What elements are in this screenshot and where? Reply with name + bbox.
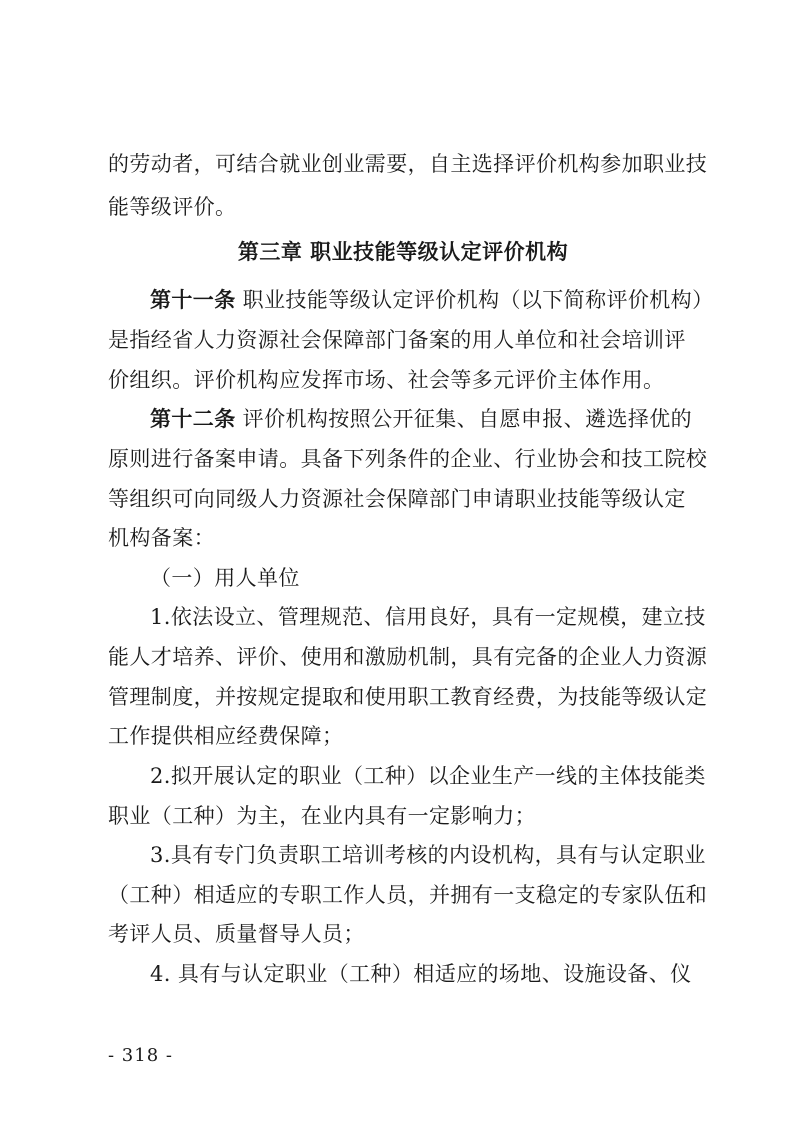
paragraph-line: 等组织可向同级人力资源社会保障部门申请职业技能等级认定 bbox=[108, 487, 686, 511]
paragraph-line: 是指经省人力资源社会保障部门备案的用人单位和社会培训评 bbox=[108, 328, 686, 352]
paragraph-line: 原则进行备案申请。具备下列条件的企业、行业协会和技工院校 bbox=[108, 447, 708, 471]
paragraph-line: 考评人员、质量督导人员； bbox=[108, 922, 365, 946]
paragraph-line: 的劳动者，可结合就业创业需要，自主选择评价机构参加职业技 bbox=[108, 152, 708, 176]
page-number: - 318 - bbox=[108, 1045, 173, 1066]
paragraph-line: 能等级评价。 bbox=[108, 195, 237, 219]
paragraph-line: 管理制度，并按规定提取和使用职工教育经费，为技能等级认定 bbox=[108, 685, 708, 709]
article-11-text: 职业技能等级认定评价机构（以下简称评价机构） bbox=[235, 288, 714, 312]
article-12-title: 第十二条 bbox=[150, 407, 236, 431]
list-item-1-line: 1.依法设立、管理规范、信用良好，具有一定规模，建立技 bbox=[150, 605, 706, 629]
document-page bbox=[108, 0, 714, 1122]
list-item-2-line: 2.拟开展认定的职业（工种）以企业生产一线的主体技能类 bbox=[150, 764, 706, 788]
list-item-3-line: 3.具有专门负责职工培训考核的内设机构，具有与认定职业 bbox=[150, 843, 706, 867]
article-12-first-line bbox=[150, 405, 698, 433]
paragraph-line: 能人才培养、评价、使用和激励机制，具有完备的企业人力资源 bbox=[108, 645, 708, 669]
article-11-title: 第十一条 bbox=[150, 288, 236, 312]
paragraph-line: 职业（工种）为主，在业内具有一定影响力； bbox=[108, 804, 536, 828]
paragraph-line: 价组织。评价机构应发挥市场、社会等多元评价主体作用。 bbox=[108, 368, 665, 392]
subsection-heading: （一）用人单位 bbox=[150, 566, 300, 590]
list-item-4-line: 4. 具有与认定职业（工种）相适应的场地、设施设备、仪 bbox=[150, 962, 692, 986]
paragraph-line: （工种）相适应的专职工作人员，并拥有一支稳定的专家队伍和 bbox=[108, 883, 708, 907]
chapter-heading: 第三章 职业技能等级认定评价机构 bbox=[237, 240, 569, 264]
paragraph-line: 机构备案： bbox=[108, 526, 215, 550]
article-12-text: 评价机构按照公开征集、自愿申报、遴选择优的 bbox=[235, 407, 693, 431]
article-11-first-line bbox=[150, 286, 714, 314]
paragraph-line: 工作提供相应经费保障； bbox=[108, 724, 344, 748]
